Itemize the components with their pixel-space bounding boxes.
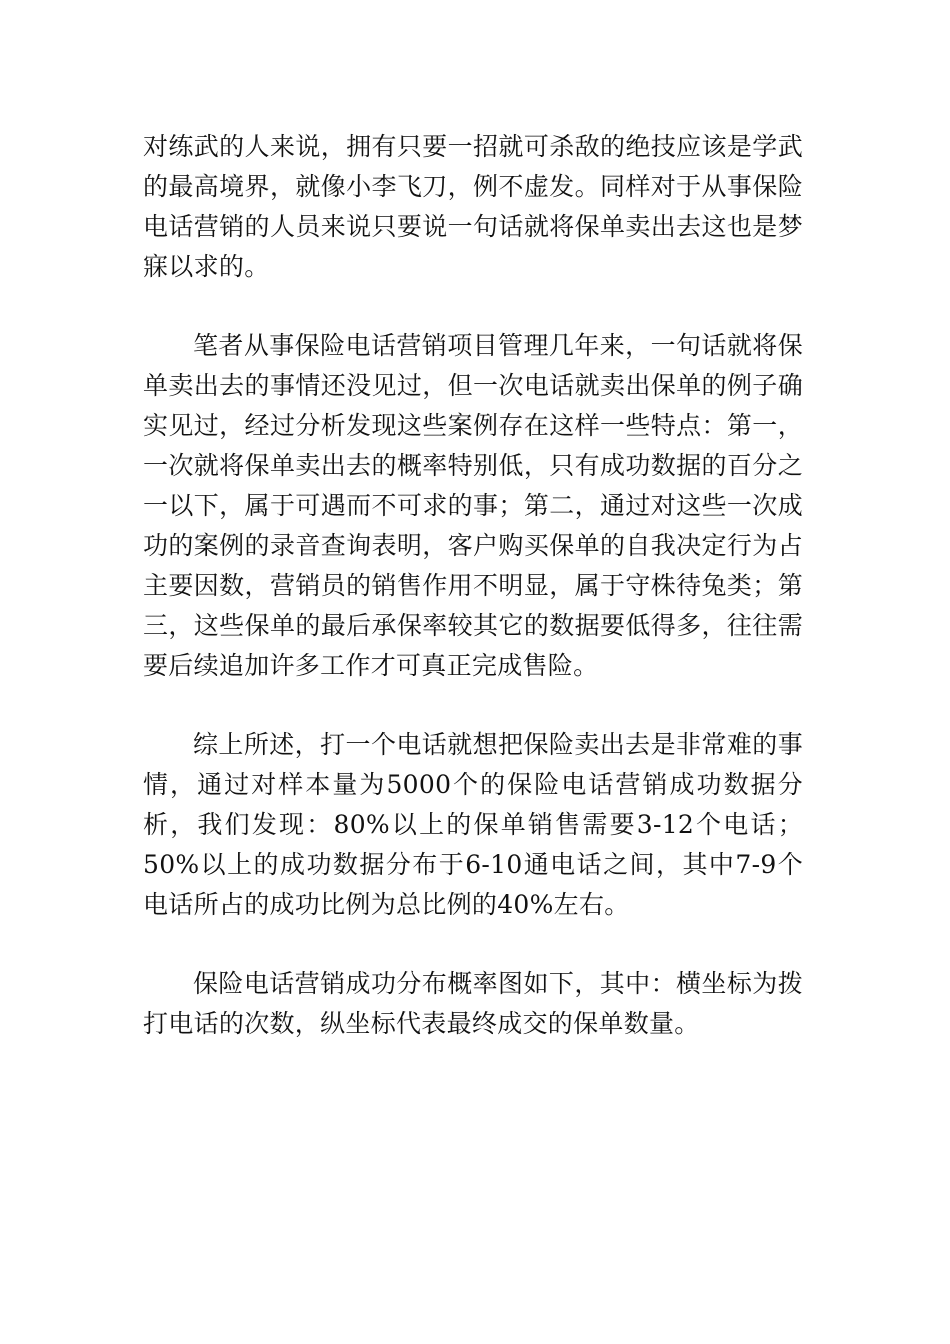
document-body bbox=[143, 127, 803, 1083]
paragraph-1: 对练武的人来说，拥有只要一招就可杀敌的绝技应该是学武的最高境界，就像小李飞刀，例不虚发。同样对于从事保险电话营销的人员来说只要说一句话就将保单卖出去这也是梦寐以求的。 bbox=[143, 132, 803, 281]
paragraph-2: 笔者从事保险电话营销项目管理几年来，一句话就将保单卖出去的事情还没见过，但一次电话就卖出保单的例子确实见过，经过分析发现这些案例存在这样一些特点：第一，一次就将保单卖出去的概率特别低，只有成功数据的百分之一以下，属于可遇而不可求的事；第二，通过对这些一次成功的案例的录音查询表明，客户购买保单的自我决定行为占主要因数，营销员的销售作用不明显，属于守株待兔类；第三，这些保单的最后承保率较其它的数据要低得多，往往需要后续追加许多工作才可真正完成售险。 bbox=[143, 331, 803, 680]
paragraph-4: 保险电话营销成功分布概率图如下，其中：横坐标为拨打电话的次数，纵坐标代表最终成交的保单数量。 bbox=[143, 969, 803, 1038]
paragraph-3: 综上所述，打一个电话就想把保险卖出去是非常难的事情，通过对样本量为5000个的保险电话营销成功数据分析，我们发现：80%以上的保单销售需要3-12个电话；50%以上的成功数据分布于6-10通电话之间，其中7-9个电话所占的成功比例为总比例的40%左右。 bbox=[143, 730, 803, 919]
